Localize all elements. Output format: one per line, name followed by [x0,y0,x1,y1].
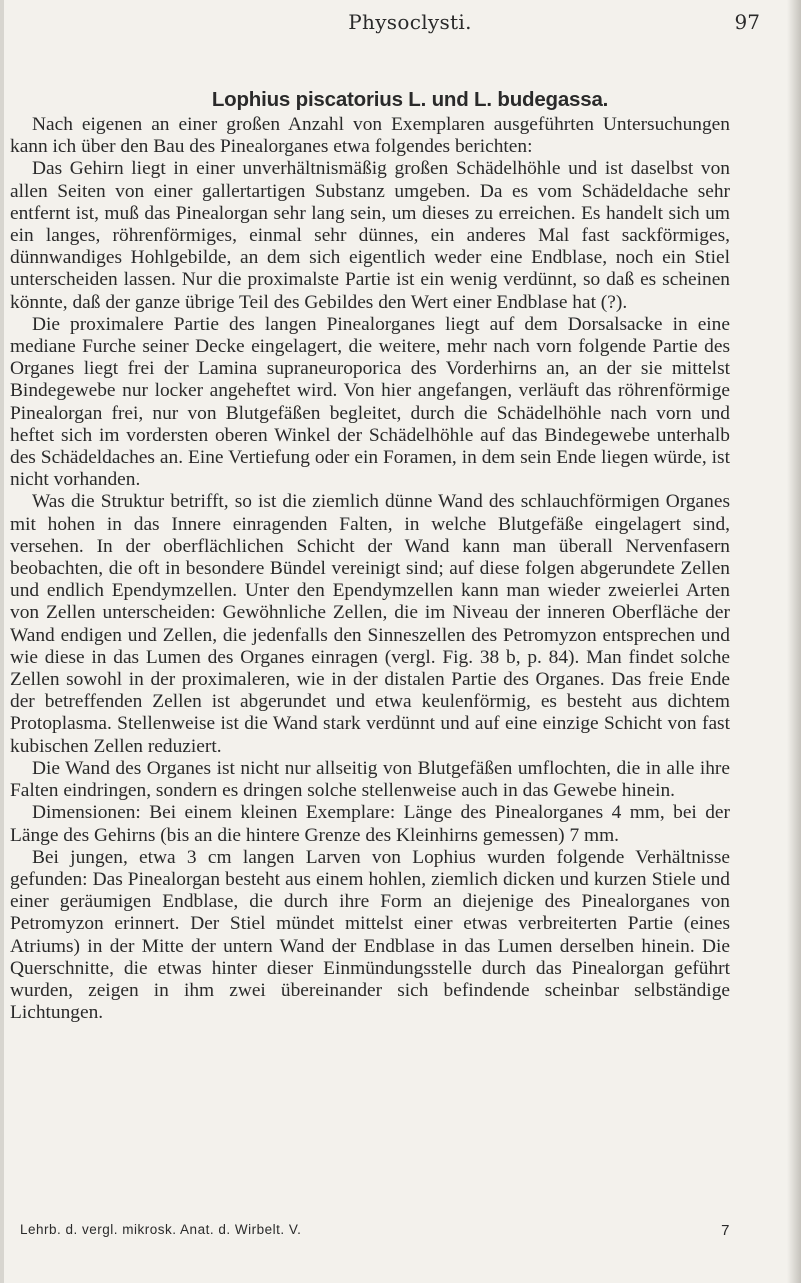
paragraph-2: Das Gehirn liegt in einer unverhältnismäßig großen Schädelhöhle und ist daselbst von allen Seiten von einer gallertartigen Substanz umgeben. Da es vom Schädeldache sehr entfernt ist, muß das Pinealorgan sehr lang sein, um dieses zu erreichen. Es handelt sich um ein langes, röhrenförmiges, einmal sehr dünnes, ein anderes Mal fast sackförmiges, dünnwandiges Hohlgebilde, an dem sich eigentlich weder eine Endblase, noch ein Stiel unterscheiden lassen. Nur die proximalste Partie ist ein wenig verdünnt, so daß es scheinen könnte, daß der ganze übrige Teil des Gebildes den Wert einer Endblase hat (?). [10,158,730,313]
paragraph-3: Die proximalere Partie des langen Pinealorganes liegt auf dem Dorsalsacke in eine mediane Furche seiner Decke eingelagert, die weitere, mehr nach vorn folgende Partie des Organes liegt frei der Lamina supraneuroporica des Vorderhirns an, an der sie mittelst Bindegewebe nur locker angeheftet wird. Von hier angefangen, verläuft das röhrenförmige Pinealorgan frei, nur von Blutgefäßen begleitet, durch die Schädelhöhle nach vorn und heftet sich im vordersten oberen Winkel der Schädelhöhle auf das Bindegewebe unterhalb des Schädeldaches an. Eine Vertiefung oder ein Foramen, in dem sein Ende liegen würde, ist nicht vorhanden. [10,313,730,491]
signature-mark: 7 [721,1222,730,1239]
paragraph-1: Nach eigenen an einer großen Anzahl von Exemplaren ausgeführten Untersuchungen kann ich über den Bau des Pinealorganes etwa folgendes berichten: [10,114,730,158]
paragraph-6: Dimensionen: Bei einem kleinen Exemplare: Länge des Pinealorganes 4 mm, bei der Länge des Gehirns (bis an die hintere Grenze des Kleinhirns gemessen) 7 mm. [10,802,730,846]
page-binding-shadow [787,0,801,1283]
footer-line [10,1222,730,1244]
body-text [10,114,730,1024]
running-header [60,10,760,42]
page-left-edge [0,0,4,1283]
running-title: Physoclysti. [348,10,472,34]
paragraph-7: Bei jungen, etwa 3 cm langen Larven von Lophius wurden folgende Verhältnisse gefunden: Das Pinealorgan besteht aus einem hohlen, ziemlich dicken und kurzen Stiele und einer geräumigen Endblase, die durch ihre Form an diejenige des Pinealorganes von Petromyzon erinnert. Der Stiel mündet mittelst einer etwas verbreiterten Partie (eines Atriums) in der Mitte der untern Wand der Endblase in das Lumen derselben hinein. Die Querschnitte, die etwas hinter dieser Einmündungsstelle durch das Pinealorgan geführt wurden, zeigen in ihm zwei übereinander sich befindende scheinbar selbständige Lichtungen. [10,846,730,1024]
paragraph-4: Was die Struktur betrifft, so ist die ziemlich dünne Wand des schlauchförmigen Organes mit hohen in das Innere einragenden Falten, in welche Blutgefäße eingelagert sind, versehen. In der oberflächlichen Schicht der Wand kann man überall Nervenfasern beobachten, die oft in besondere Bündel vereinigt sind; auf diese folgen abgerundete Zellen und endlich Ependymzellen. Unter den Ependymzellen kann man wieder zweierlei Arten von Zellen unterscheiden: Gewöhnliche Zellen, die im Niveau der inneren Oberfläche der Wand endigen und Zellen, die jedenfalls den Sinneszellen des Petromyzon entsprechen und wie diese in das Lumen des Organes einragen (vergl. Fig. 38 b, p. 84). Man findet solche Zellen sowohl in der proximaleren, wie in der distalen Partie des Organes. Das freie Ende der betreffenden Zellen ist abgerundet und etwa keulenförmig, es besteht aus dichtem Protoplasma. Stellenweise ist die Wand stark verdünnt und auf eine einzige Schicht von fast kubischen Zellen reduziert. [10,491,730,757]
page-number: 97 [734,10,760,34]
paragraph-5: Die Wand des Organes ist nicht nur allseitig von Blutgefäßen umflochten, die in alle ihre Falten eindringen, sondern es dringen solche stellenweise auch in das Gewebe hinein. [10,757,730,802]
section-heading: Lophius piscatorius L. und L. budegassa. [211,88,609,111]
footer-source: Lehrb. d. vergl. mikrosk. Anat. d. Wirbelt. V. [20,1222,302,1237]
